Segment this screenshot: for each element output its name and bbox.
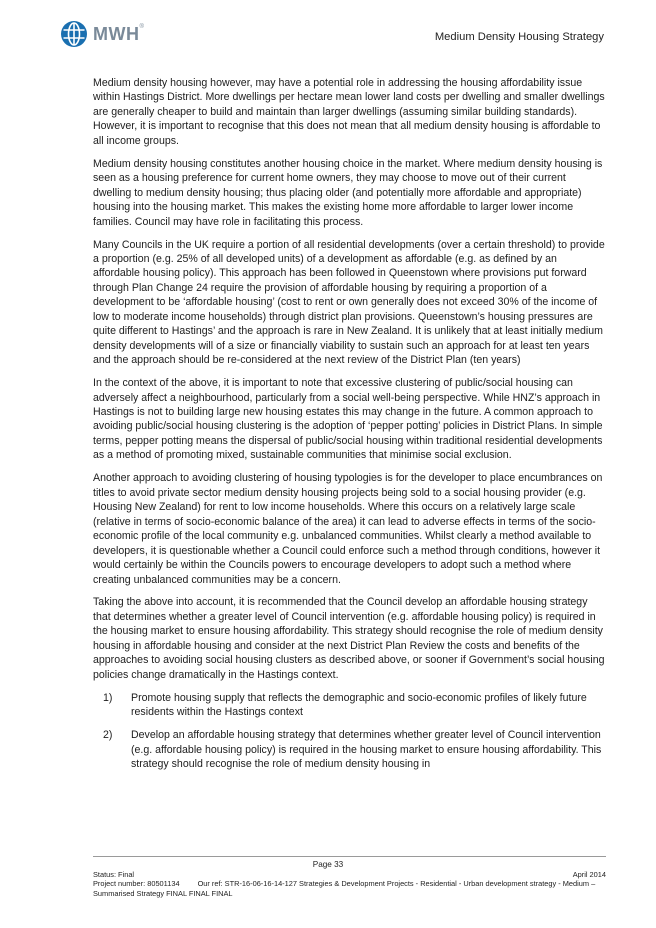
body-text — [93, 76, 606, 780]
list-text: Develop an affordable housing strategy that determines whether greater level of Council intervention (e.g. affordable housing policy) is required in the housing market to ensure housing affordability. This strategy should recognise the role of medium density housing in — [131, 729, 602, 770]
status-text: Status: Final — [93, 870, 135, 879]
list-number: 2) — [103, 729, 113, 742]
logo-wordmark: MWH® — [93, 23, 145, 44]
globe-icon — [60, 20, 88, 48]
page-number: Page 33 — [312, 860, 344, 869]
paragraph: Medium density housing however, may have a potential role in addressing the housing affordability issue within Hastings District. More dwellings per hectare mean lower land costs per dwelling and smaller dwellings are generally cheaper to build and maintain than larger dwellings (assuming similar building standards). However, it is important to recognise that this does not mean that all medium density housing is affordable to all income groups. — [93, 77, 605, 147]
footer-divider — [93, 856, 606, 857]
paragraph: In the context of the above, it is important to note that excessive clustering of public/social housing can adversely affect a neighbourhood, particularly from a social well-being perspective. While HNZ’s approach in Hastings is not to building large new housing estates this may change in the future. A common approach to avoiding public/social housing clustering is the adoption of ‘pepper potting’ policies in District Plans. In simple terms, pepper potting means the dispersal of public/social housing within traditional residential developments as a method of promoting mixed, sustainable communities that minimise social exclusion. — [93, 377, 603, 462]
paragraph: Taking the above into account, it is recommended that the Council develop an affordable housing strategy that determines whether a greater level of Council intervention (e.g. affordable housing policy) is required in the housing market to ensure housing affordability. This strategy should recognise the role of medium density housing in affordable housing and consider at the next District Plan Review the costs and benefits of the approaches to avoiding social housing clusters as described above, or sooner if Government’s social housing policies change dramatically in the Hastings context. — [93, 596, 605, 681]
reference-text: Our ref: STR-16-06-16-14-127 Strategies & Development Projects - Residential - Urban development strategy - Medium – Summarised Strategy FINAL FINAL FINAL — [93, 879, 596, 898]
paragraph: Medium density housing constitutes another housing choice in the market. Where medium density housing is seen as a housing preference for current home owners, they may choose to move out of their current dwelling to medium density housing; thus placing older (and potentially more affordable and appropriate) housing into the housing market. This makes the existing home more affordable to larger lower income families. Council may have role in facilitating this process. — [93, 157, 603, 228]
list-text: Promote housing supply that reflects the demographic and socio-economic profiles of likely future residents within the Hastings context — [131, 691, 587, 719]
page-footer — [93, 870, 606, 898]
paragraph: Another approach to avoiding clustering of housing typologies is for the developer to place encumbrances on titles to avoid private sector medium density housing projects being sold to a social housing provider (e.g. Housing New Zealand) for rent to low income households. Where this occurs on a relatively large scale (relative in terms of socio-economic balance of the area) it can lead to adverse effects in terms of the socio-economic profile of the local community e.g. unbalanced communities. Whilst clearly a method available to developers, it is questionable whether a Council could enforce such a method through conditions, however it would certainly be within the Councils powers to encourage developers to adopt such a method where creating unbalanced communities may be a concern. — [93, 472, 603, 586]
recommendation-list — [93, 691, 606, 772]
list-item — [93, 691, 606, 720]
company-logo — [60, 20, 144, 48]
project-number: Project number: 80501134 — [93, 879, 180, 889]
page-header — [0, 0, 656, 60]
date-text: April 2014 — [572, 870, 606, 879]
list-number: 1) — [103, 691, 113, 704]
document-title: Medium Density Housing Strategy — [434, 31, 604, 43]
paragraph: Many Councils in the UK require a portion of all residential developments (over a certain threshold) to provide a proportion (e.g. 25% of all developed units) of a development as affordable (e.g. as defined by an affordable housing policy). This approach has been followed in Queenstown where provisions put forward through Plan Change 24 require the provision of affordable housing by requiring a proportion of a development to be ‘affordable housing’ (cost to rent or own generally does not exceed 30% of the income of low to moderate income households) through district plan provisions. Queenstown’s housing pressures are quite different to Hastings’ and the approach is rare in New Zealand. It is unlikely that at least initially medium density developments will of a size or financially viability to sustain such an approach for at least ten years and the approach should be re-considered at the next review of the District Plan (ten years) — [93, 238, 605, 367]
list-item — [93, 728, 606, 771]
